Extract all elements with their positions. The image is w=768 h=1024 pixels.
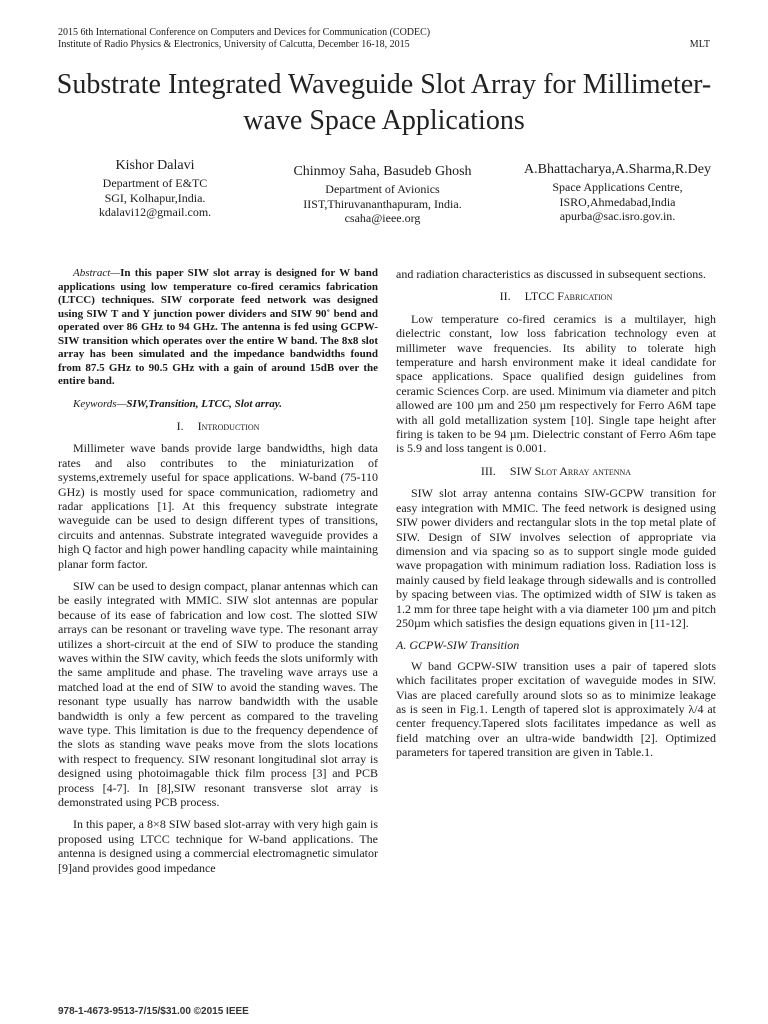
author-affiliation: IIST,Thiruvananthapuram, India.: [303, 196, 462, 211]
section-number: II.: [499, 289, 511, 304]
author-dept: Space Applications Centre,: [552, 180, 683, 194]
keywords: [58, 397, 378, 411]
paragraph: In this paper, a 8×8 SIW based slot-array with very high gain is proposed using LTCC technique for W-band applications. The antenna is designed using a commercial electromagnetic simulator [9]and provides good impedance: [58, 817, 378, 875]
track-code: MLT: [689, 39, 710, 50]
paragraph: Low temperature co-fired ceramics is a multilayer, high dielectric constant, low loss fabrication technology even at millimeter wave frequencies. Its ability to tolerate high temperature and harsh environment make it ideal candidate for space applications. Space qualified design guidelines from ceramic Sciences Corp. are used. Minimum via diameter and pitch allowed are 100 µm and 250 µm respectively for Ferro A6M tape with all gold metallization system [10]. Single tape height after firing is taken to be 94 µm. Dielectric constant of Ferro A6m tape is 5.9 and loss tangent is 0.001.: [396, 311, 716, 456]
institute-line: Institute of Radio Physics & Electronics, University of Calcutta, December 16-18, 2015: [58, 39, 410, 50]
author-block-2: [275, 163, 490, 226]
conference-line: 2015 6th International Conference on Computers and Devices for Communication (CODEC): [58, 27, 431, 38]
author-name: A.Bhattacharya,A.Sharma,R.Dey: [524, 162, 711, 177]
paragraph: W band GCPW-SIW transition uses a pair of tapered slots which facilitates proper excitation of waveguide modes in SIW. Vias are placed carefully around slots so as to minimize leakage as is seen in Fig.1. Length of tapered slot is approximately λ/4 at center frequency.Tapered slots facilitates impedance as well as field matching over an ultra-wide bandwidth [2]. Optimized parameters for tapered transition are given in Table.1.: [396, 658, 716, 760]
abstract-text: In this paper SIW slot array is designed for W band applications using low temperature co-fired ceramics fabrication (LTCC) techniques. SIW corporate feed network was designed using SIW T and Y junction power dividers and SIW 90˚ bend and operated over 86 GHz to 94 GHz. The antenna is fed using GCPW-SIW transition which operates over the entire W band. The 8x8 slot array has been simulated and the impedance bandwidths found from 87.5 GHz to 90.5 GHz with a gain of around 15dB over the entire band.: [58, 267, 378, 387]
author-dept: Department of Avionics: [325, 182, 440, 196]
paragraph: SIW slot array antenna contains SIW-GCPW transition for easy integration with MMIC. The feed network is designed using SIW power dividers and rectangular slots in the top metal plate of SIW. Design of SIW involves selection of appropriate via dimension and via spacing so as to support single mode guided wave propagation with minimum radiation loss. Radiation loss is mainly caused by field leakage through sidewalls and is controlled by spacing between vias. The optimized width of SIW is taken as 1.2 mm for three tape height with a via diameter 100 µm and pitch 250µm which satisfies the design equations given in [11-12].: [396, 486, 716, 630]
section-number: III.: [480, 463, 496, 478]
author-affiliation: ISRO,Ahmedabad,India: [559, 194, 676, 209]
copyright-footer: 978-1-4673-9513-7/15/$31.00 ©2015 IEEE: [58, 1006, 249, 1017]
paragraph: SIW can be used to design compact, planar antennas which can be easily integrated with MMIC. SIW slot antennas are popular because of its ease of fabrication and low cost. The slotted SIW arrays can be resonant or traveling wave type. The resonant array utilizes a short-circuit at the end of SIW to produce the standing waves within the SIW cavity, which feeds the slots uniformly with the same amplitude and phase. The traveling wave arrays use a matched load at the end of SIW to avoid the standing waves. The resonant type usually has narrow bandwidth with the usable bandwidth is only a few percent as compared to the traveling wave type. This limitation is due to the frequency dependence of the slots as standing wave peaks move from the slots locations with respect to frequency. SIW resonant longitudinal slot array is designed using photoimagable thick film process [3] and PCB process [4-7]. In [8],SIW resonant transverse slot array is demonstrated using PCB process.: [58, 578, 378, 810]
abstract: [58, 267, 378, 389]
author-email: csaha@ieee.org: [344, 211, 421, 225]
author-name: Kishor Dalavi: [115, 158, 195, 173]
section-title: SIW Slot Array antenna: [509, 463, 632, 478]
author-email: kdalavi12@gmail.com.: [98, 205, 212, 219]
author-block-3: [515, 161, 720, 224]
paragraph: Millimeter wave bands provide large bandwidths, high data rates and also contributes to the miniaturization of systems,extremely useful for space applications. W-band (75-110 GHz) is mostly used for space communication, radiometry and radar applications [1]. At this frequency substrate integrate waveguide can be used to design different types of transitions, circuits and antennas. Substrate integrated waveguide provides a high Q factor and high power handling capacity while maintaining planar form factor.: [58, 441, 378, 571]
subsection-heading: A. GCPW-SIW Transition: [396, 638, 520, 653]
left-column: [58, 267, 378, 883]
section-heading-ltcc: [396, 289, 716, 303]
author-affiliation: SGI, Kolhapur,India.: [104, 190, 206, 205]
author-name: Chinmoy Saha, Basudeb Ghosh: [293, 164, 472, 179]
paper-title: Substrate Integrated Waveguide Slot Array for Millimeter-wave Space Applications: [56, 69, 712, 136]
section-number: I.: [176, 418, 184, 433]
section-title: LTCC Fabrication: [524, 289, 613, 304]
paragraph-continued: and radiation characteristics as discussed in subsequent sections.: [396, 267, 706, 281]
conference-header: [58, 27, 430, 51]
author-dept: Department of E&TC: [102, 176, 208, 190]
keywords-lead: Keywords—: [73, 397, 127, 410]
author-block-1: [70, 157, 240, 220]
keywords-text: SIW,Transition, LTCC, Slot array.: [126, 397, 282, 410]
abstract-lead: Abstract—: [73, 267, 121, 279]
section-title: Introduction: [197, 418, 260, 433]
section-heading-introduction: [58, 419, 378, 433]
section-heading-siw: [396, 464, 716, 478]
author-email: apurba@sac.isro.gov.in.: [559, 209, 676, 223]
right-column: [396, 267, 716, 768]
